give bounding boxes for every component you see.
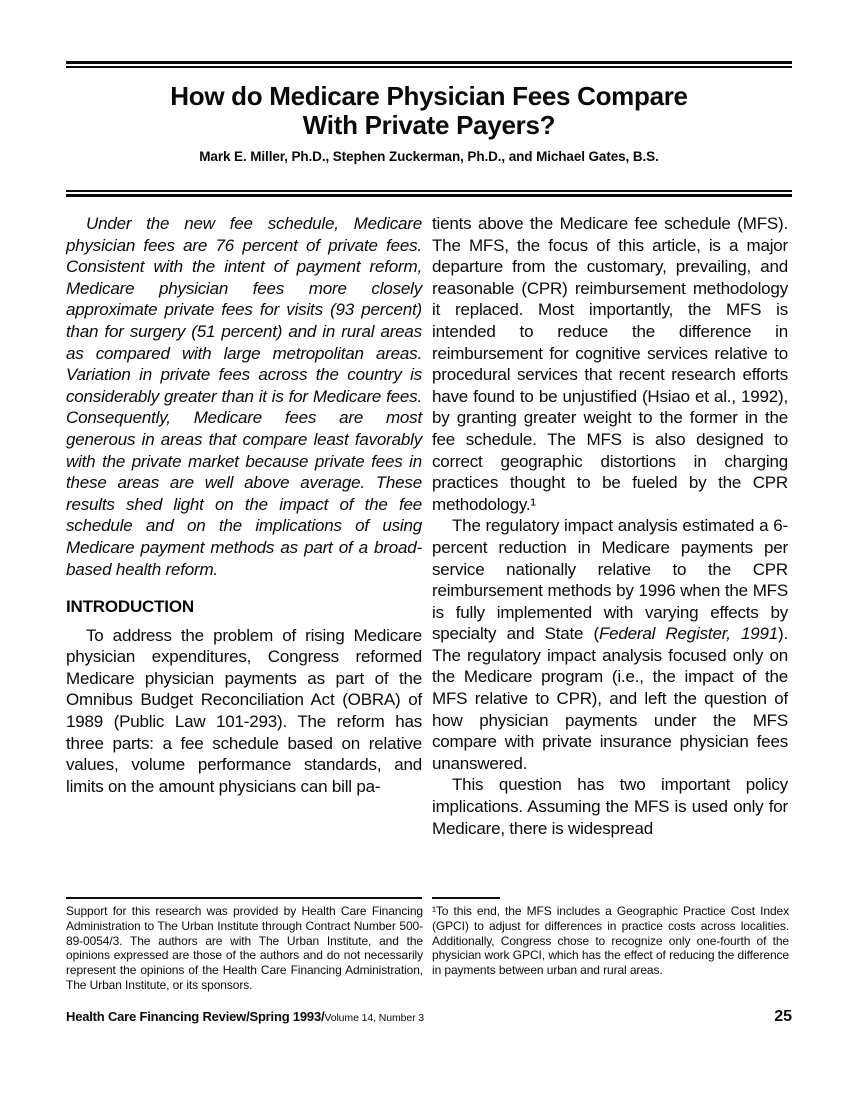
header-top-rule — [66, 61, 792, 68]
journal-citation — [66, 1008, 424, 1026]
page-number: 25 — [774, 1008, 792, 1025]
abstract-paragraph: Under the new fee schedule, Medicare physician fees are 76 percent of private fees. Consistent with the intent of payment reform, Medicare physician fees more closely approximate private fees for visits (93 percent) than for surgery (51 percent) and in rural areas as compared with large metropolitan areas. Variation in private fees across the country is considerably greater than it is for Medicare fees. Consequently, Medicare fees are most generous in areas that compare least favorably with the private market because private fees in these areas are well above average. These results shed light on the impact of the fee schedule and on the implications of using Medicare payment methods as part of a broad-based health reform. — [66, 214, 422, 579]
support-footnote-text: Support for this research was provided by Health Care Financing Administration to The Urban Institute through Contract Number 500-89-0054/3. The authors are with The Urban Institute, and the opinions expressed are those of the authors and do not necessarily represent the opinions of the Health Care Financing Administration, The Urban Institute, or its sponsors. — [66, 904, 423, 992]
footnote-rule-left — [66, 897, 422, 899]
gpci-footnote — [432, 897, 789, 978]
article-title — [66, 82, 792, 140]
journal-title: Health Care Financing Review/Spring 1993/ — [66, 1009, 325, 1024]
introduction-heading: INTRODUCTION — [66, 597, 194, 617]
body-paragraph-2-text-pre: The regulatory impact analysis estimated a 6-percent reduction in Medicare payments per service nationally relative to the CPR reimbursement methods by 1996 when the MFS is fully implemented with varying effects by specialty and State ( — [432, 516, 788, 644]
gpci-footnote-text: ¹To this end, the MFS includes a Geographic Practice Cost Index (GPCI) to adjust for differences in practice costs across localities. Additionally, Congress chose to recognize only one-fourth of the physician work GPCI, which has the effect of reducing the difference in payments between urban and rural areas. — [432, 904, 789, 978]
footnote-rule-right — [432, 897, 500, 899]
left-column — [66, 213, 422, 891]
body-paragraph-2-text-post: ). The regulatory impact analysis focused only on the Medicare program (i.e., the impact of the MFS relative to CPR), and left the question of how physician payments under the MFS compare with private insurance physician fees unanswered. — [432, 624, 788, 773]
body-paragraph-continuation: tients above the Medicare fee schedule (MFS). The MFS, the focus of this article, is a major departure from the customary, prevailing, and reasonable (CPR) reimbursement methodology it replaced. Most importantly, the MFS is intended to reduce the difference in reimbursement for cognitive services relative to procedural services that recent research efforts have found to be unjustified (Hsiao et al., 1992), by granting greater weight to the former in the fee schedule. The MFS is also designed to correct geographic distortions in charging practices thought to be fueled by the CPR methodology.¹ — [432, 214, 788, 514]
introduction-paragraph-1: To address the problem of rising Medicare physician expenditures, Congress reformed Medicare physician payments as part of the Omnibus Budget Reconciliation Act (OBRA) of 1989 (Public Law 101-293). The reform has three parts: a fee schedule based on relative values, volume performance standards, and limits on the amount physicians can bill pa- — [66, 625, 422, 796]
support-footnote — [66, 897, 423, 993]
article-authors: Mark E. Miller, Ph.D., Stephen Zuckerman, Ph.D., and Michael Gates, B.S. — [199, 149, 659, 164]
page-footer — [66, 1008, 792, 1026]
right-column — [432, 213, 788, 891]
article-body — [66, 213, 788, 891]
federal-register-citation: Federal Register, 1991 — [598, 624, 779, 644]
article-title-line1: How do Medicare Physician Fees Compare — [170, 81, 688, 111]
header-bottom-rule — [66, 190, 792, 197]
body-paragraph-3: This question has two important policy implications. Assuming the MFS is used only for Medicare, there is widespread — [432, 775, 788, 838]
body-paragraph-2 — [432, 515, 788, 774]
journal-volume: Volume 14, Number 3 — [324, 1012, 425, 1024]
article-title-line2: With Private Payers? — [302, 110, 556, 140]
